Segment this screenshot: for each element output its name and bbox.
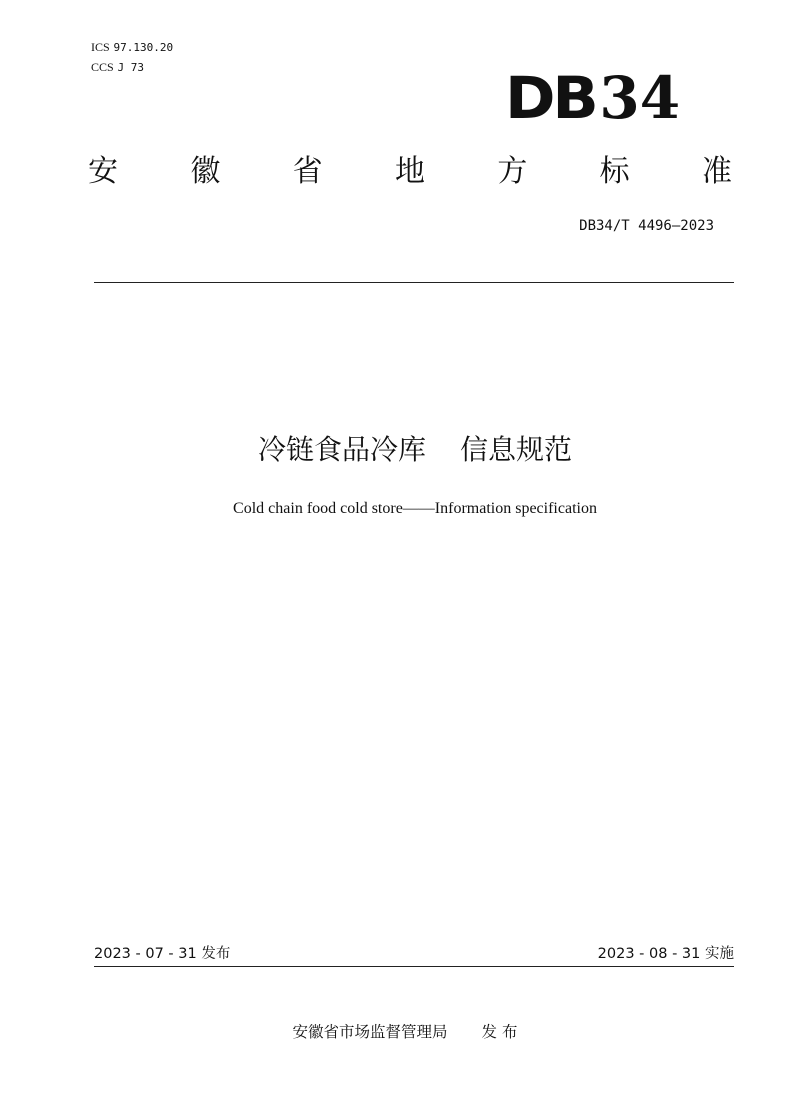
ccs-classification [91, 60, 144, 75]
ics-classification [91, 40, 173, 55]
standard-type-char: 方 [497, 154, 528, 189]
implement-date: 2023 - 08 - 31 实施 [597, 946, 734, 962]
ccs-label: CCS [91, 60, 114, 74]
document-title-part1: 冷链食品冷库 [257, 433, 426, 466]
db-logo-letters: DB [505, 64, 596, 132]
standard-type-char: 安 [88, 154, 118, 189]
db34-logo [505, 66, 680, 145]
standard-type-char: 省 [292, 154, 323, 189]
document-title-part2: 信息规范 [460, 433, 573, 466]
standard-type-char: 标 [599, 154, 630, 189]
db-logo-digits: 34 [599, 64, 681, 132]
ccs-code: J 73 [117, 61, 145, 74]
bottom-divider [94, 966, 734, 967]
document-english-title: Cold chain food cold store——Information specification [233, 500, 597, 517]
standard-type-char: 地 [394, 154, 425, 189]
publish-date: 2023 - 07 - 31 发布 [94, 946, 231, 962]
standard-type-heading [88, 150, 732, 194]
issuing-authority [0, 1021, 790, 1043]
standard-type-char: 徽 [190, 154, 221, 189]
issuer-action: 发 布 [481, 1023, 518, 1041]
document-title [0, 430, 790, 470]
ics-code: 97.130.20 [113, 41, 174, 54]
standard-number: DB34/T 4496—2023 [579, 218, 714, 234]
standard-type-char: 准 [701, 154, 732, 189]
top-divider [94, 282, 734, 283]
issuer-name: 安徽省市场监督管理局 [292, 1023, 448, 1041]
ics-label: ICS [91, 40, 110, 54]
